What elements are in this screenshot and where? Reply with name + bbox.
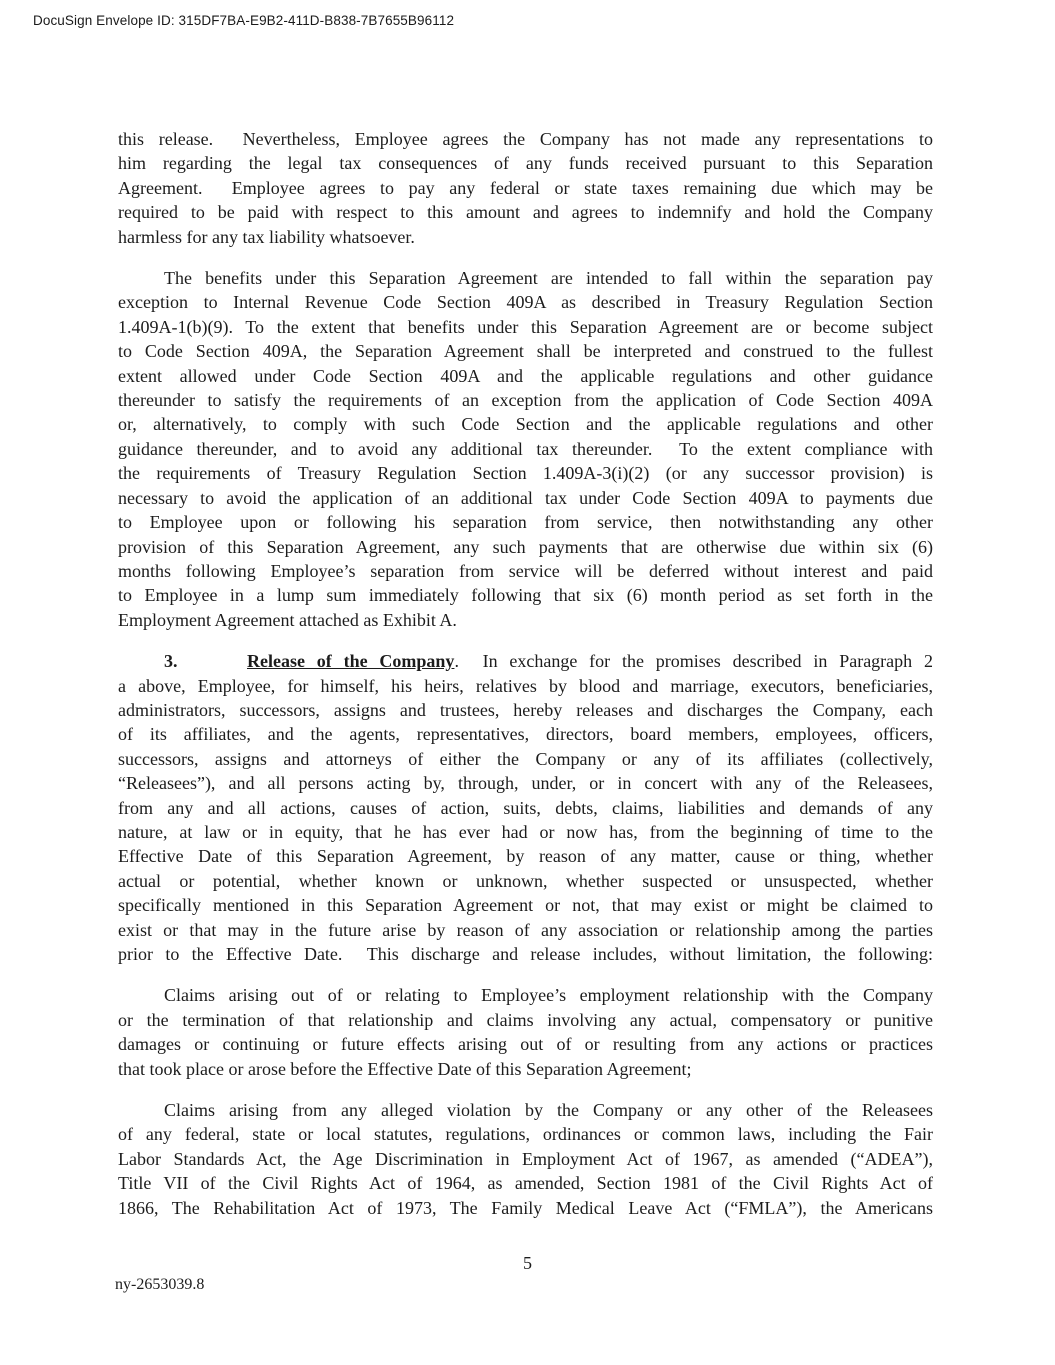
text-line: Claims arising from any alleged violation by the Company or any other of the Releasees [164,1100,933,1121]
section-number: 3. [164,651,178,672]
text-line: of any federal, state or local statutes, regulations, ordinances or common laws, including the Fair [118,1124,933,1145]
document-body [118,127,933,1220]
text-line: the requirements of Treasury Regulation Section 1.409A-3(i)(2) (or any successor provision) is [118,463,933,484]
document-reference: ny-2653039.8 [115,1276,205,1293]
text-line: to Code Section 409A, the Separation Agreement shall be interpreted and construed to the fullest [118,341,933,362]
text-line: Claims arising out of or relating to Employee’s employment relationship with the Company [164,985,933,1006]
text-line: Title VII of the Civil Rights Act of 1964, as amended, Section 1981 of the Civil Rights Act of [118,1173,933,1194]
page-number: 5 [523,1253,532,1273]
text-line: specifically mentioned in this Separation Agreement or not, that may exist or might be claimed to [118,895,933,916]
paragraph-tax-liability [118,127,933,249]
text-line: “Releasees”), and all persons acting by, through, under, or in concert with any of the Releasees, [118,773,933,794]
text-line: successors, assigns and attorneys of either the Company or any of its affiliates (collectively, [118,748,933,769]
text-line: necessary to avoid the application of an additional tax under Code Section 409A to payments due [118,487,933,508]
text-line: required to be paid with respect to this amount and agrees to indemnify and hold the Company [118,202,933,223]
text-line: Labor Standards Act, the Age Discrimination in Employment Act of 1967, as amended (“ADEA”), [118,1148,933,1169]
text-line: exist or that may in the future arise by reason of any association or relationship among the parties [118,919,933,940]
text-line: provision of this Separation Agreement, any such payments that are otherwise due within six (6) [118,536,933,557]
text-line: from any and all actions, causes of action, suits, debts, claims, liabilities and demands of any [118,797,933,818]
text-line: months following Employee’s separation from service will be deferred without interest and paid [118,560,933,581]
text-line: 1.409A-1(b)(9). To the extent that benefits under this Separation Agreement are or become subject [118,316,933,337]
text-line: exception to Internal Revenue Code Section 409A as described in Treasury Regulation Section [118,292,933,313]
text-line: to Employee in a lump sum immediately following that six (6) month period as set forth in the [118,585,933,606]
text-line: or the termination of that relationship and claims involving any actual, compensatory or punitive [118,1009,933,1030]
section-heading-line [118,649,933,673]
text-line: actual or potential, whether known or unknown, whether suspected or unsuspected, whether [118,870,933,891]
paragraph-claims-employment [118,983,933,1081]
text-line: prior to the Effective Date. This discharge and release includes, without limitation, the following: [118,944,933,964]
docusign-envelope-id: DocuSign Envelope ID: 315DF7BA-E9B2-411D-B838-7B7655B96112 [33,13,455,28]
text-line: that took place or arose before the Effective Date of this Separation Agreement; [118,1058,692,1079]
text-line: him regarding the legal tax consequences of any funds received pursuant to this Separation [118,153,933,174]
paragraph-release-of-company [118,649,933,966]
text-line: a above, Employee, for himself, his heirs, relatives by blood and marriage, executors, beneficiaries, [118,675,933,696]
text-line: Agreement. Employee agrees to pay any federal or state taxes remaining due which may be [118,177,933,198]
text-line: The benefits under this Separation Agreement are intended to fall within the separation pay [164,268,933,289]
text-line: damages or continuing or future effects arising out of or resulting from any actions or practices [118,1034,933,1055]
text-line: administrators, successors, assigns and trustees, hereby releases and discharges the Company, each [118,699,933,720]
text-line: guidance thereunder, and to avoid any additional tax thereunder. To the extent compliance with [118,438,933,459]
text-line: Effective Date of this Separation Agreement, by reason of any matter, cause or thing, whether [118,846,933,867]
text-line: of its affiliates, and the agents, representatives, directors, board members, employees, officers, [118,724,933,745]
text-line: thereunder to satisfy the requirements of an exception from the application of Code Section 409A [118,390,933,411]
text-line: nature, at law or in equity, that he has ever had or now has, from the beginning of time to the [118,821,933,842]
text-line: to Employee upon or following his separation from service, then notwithstanding any other [118,512,933,533]
text-line: this release. Nevertheless, Employee agrees the Company has not made any representations to [118,129,933,149]
section-heading-text: . In exchange for the promises described in Paragraph 2 [454,651,933,672]
text-line: harmless for any tax liability whatsoever. [118,226,415,247]
section-title: Release of the Company [247,651,455,672]
text-line: extent allowed under Code Section 409A and the applicable regulations and other guidance [118,365,933,386]
paragraph-claims-statutes [118,1098,933,1220]
paragraph-409a [118,266,933,632]
text-line: 1866, The Rehabilitation Act of 1973, The Family Medical Leave Act (“FMLA”), the Americans [118,1197,933,1218]
text-line: Employment Agreement attached as Exhibit A. [118,609,457,630]
text-line: or, alternatively, to comply with such Code Section and the applicable regulations and other [118,414,933,435]
